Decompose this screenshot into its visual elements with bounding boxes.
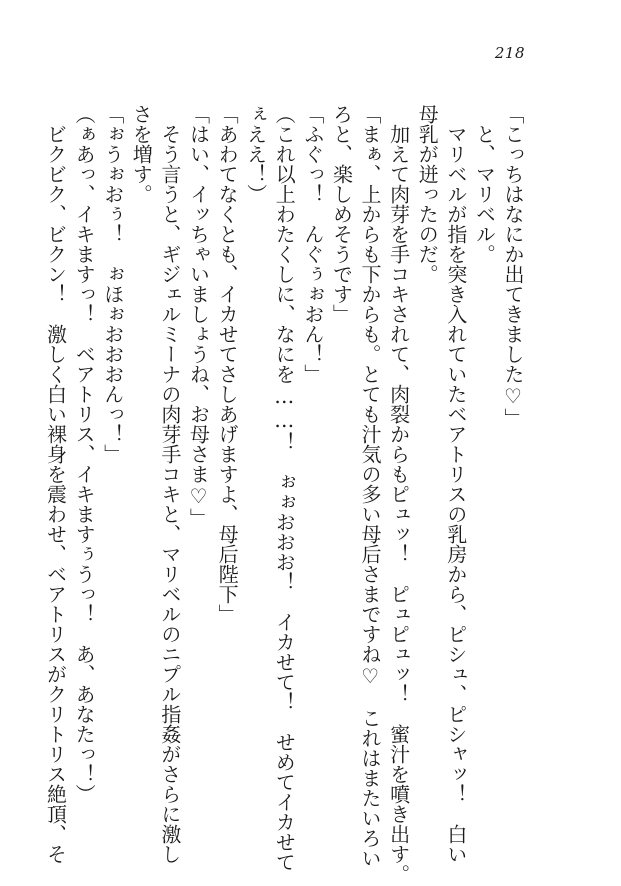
text-line: 「こっちはなにか出てきました♡」 <box>501 104 525 428</box>
text-line: 加えて肉芽を手コキされて、肉裂からもピュッ！ ピュピュッ！ 蜜汁を噴き出す。 <box>386 104 411 884</box>
page-number: 218 <box>494 44 525 62</box>
text-line: ぇええ！） <box>243 104 268 204</box>
text-line: 「はい、イッちゃいましょうね、お母さま♡」 <box>186 104 211 528</box>
text-line: マリベルが指を突き入れていたベアトリスの乳房から、ピシュ、ピシャッ！ 白い <box>443 104 468 864</box>
text-line: ビクビク、ビクン！ 激しく白い裸身を震わせ、ベアトリスがクリトリス絶頂、そ <box>43 104 68 864</box>
text-line: （これ以上わたくしに、なにを……！ ぉぉおおお！ イカせて！ せめてイカせて <box>272 104 297 872</box>
text-line: 母乳が迸ったのだ。 <box>415 104 440 284</box>
text-line: （ぁあっ、イキますっ！ ベアトリス、イキますぅうっ！ あ、あなたっ！） <box>72 104 97 804</box>
text-line: そう言うと、ギジェルミーナの肉芽手コキと、マリベルのニプル指姦がさらに激し <box>157 104 182 864</box>
text-line: 「ふぐっ！ んぐぅぉおん！」 <box>300 104 325 384</box>
text-line: と、マリベル。 <box>472 104 497 264</box>
text-line: ろと、楽しめそうです」 <box>329 104 354 324</box>
text-line: 「まぁ、上からも下からも。とても汁気の多い母后さまですね♡ これはまたいろい <box>358 104 383 868</box>
text-line: さを増す。 <box>129 104 154 204</box>
text-line: 「ぉうぉおぅ！ ぉほぉおおおんっ！」 <box>100 104 125 464</box>
vertical-text-body <box>43 104 527 884</box>
text-line: 「あわてなくとも、イカせてさしあげますよ、母后陛下」 <box>215 104 240 624</box>
